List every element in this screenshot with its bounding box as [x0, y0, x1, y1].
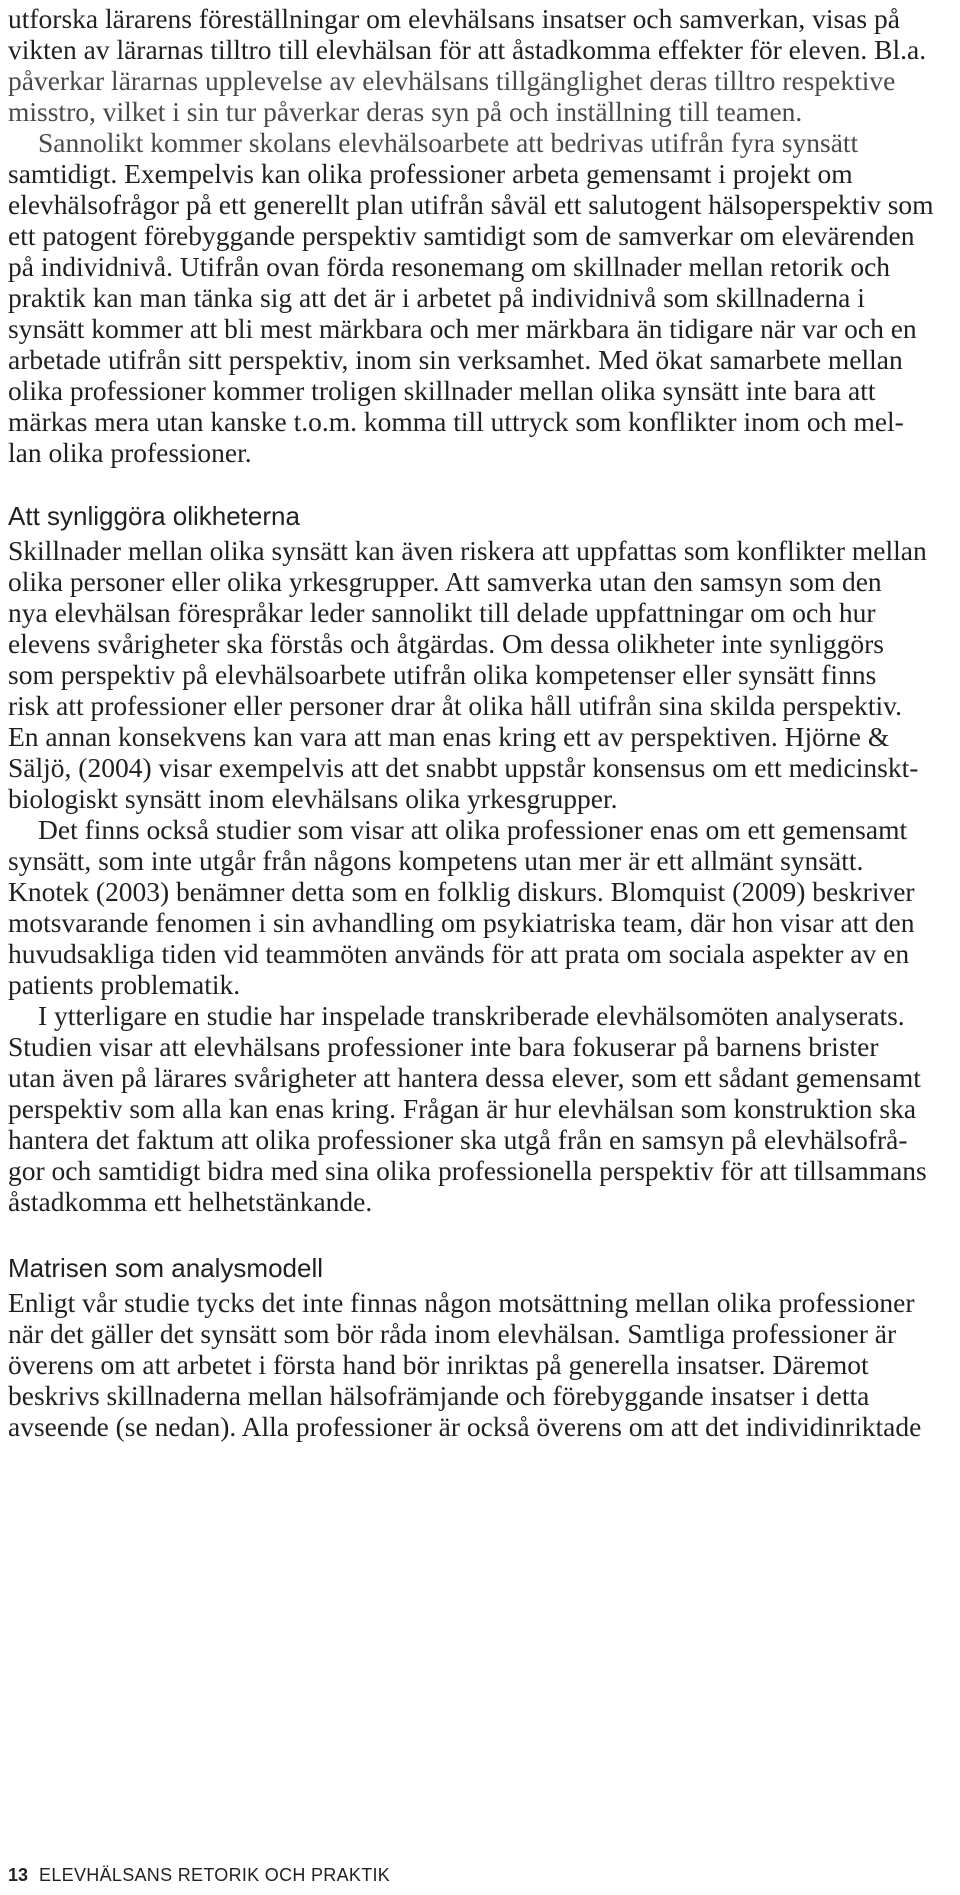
text-line: Säljö, (2004) visar exempelvis att det snabbt uppstår konsensus om ett medicinskt-	[8, 752, 919, 783]
text-line: vikten av lärarnas tilltro till elevhälsan för att åstadkomma effekter för eleven. Bl.a.	[8, 34, 927, 65]
section-heading: Matrisen som analysmodell	[8, 1253, 324, 1283]
text-line: synsätt, som inte utgår från någons kompetens utan mer är ett allmänt synsätt.	[8, 845, 864, 876]
running-title: ELEVHÄLSANS RETORIK OCH PRAKTIK	[39, 1865, 391, 1885]
text-line: Skillnader mellan olika synsätt kan även riskera att uppfattas som konflikter mellan	[8, 535, 927, 566]
section-heading: Att synliggöra olikheterna	[8, 501, 300, 531]
text-line: elevens svårigheter ska förstås och åtgärdas. Om dessa olikheter inte synliggörs	[8, 628, 884, 659]
text-line: överens om att arbetet i första hand bör inriktas på generella insatser. Däremot	[8, 1349, 869, 1380]
text-line: på individnivå. Utifrån ovan förda resonemang om skillnader mellan retorik och	[8, 251, 891, 282]
text-line: Enligt vår studie tycks det inte finnas någon motsättning mellan olika professioner	[8, 1287, 915, 1318]
text-line: huvudsakliga tiden vid teammöten används för att prata om sociala aspekter av en	[8, 938, 910, 969]
text-line: biologiskt synsätt inom elevhälsans olika yrkesgrupper.	[8, 783, 618, 814]
text-line: hantera det faktum att olika professioner ska utgå från en samsyn på elevhälsofrå-	[8, 1124, 908, 1155]
text-line: patients problematik.	[8, 969, 241, 1000]
text-line: misstro, vilket i sin tur påverkar deras syn på och inställning till teamen.	[8, 96, 803, 127]
text-line: olika professioner kommer troligen skillnader mellan olika synsätt inte bara att	[8, 375, 876, 406]
text-line: praktik kan man tänka sig att det är i arbetet på individnivå som skillnaderna i	[8, 282, 865, 313]
text-line: gor och samtidigt bidra med sina olika professionella perspektiv för att tillsammans	[8, 1155, 927, 1186]
text-line: En annan konsekvens kan vara att man enas kring ett av perspektiven. Hjörne &	[8, 721, 890, 752]
text-line: ett patogent förebyggande perspektiv samtidigt som de samverkar om elevärenden	[8, 220, 915, 251]
page-footer	[8, 1864, 390, 1886]
text-line: när det gäller det synsätt som bör råda inom elevhälsan. Samtliga professioner är	[8, 1318, 897, 1349]
page-number: 13	[8, 1865, 29, 1885]
text-line: elevhälsofrågor på ett generellt plan utifrån såväl ett salutogent hälsoperspektiv som	[8, 189, 934, 220]
text-line: beskrivs skillnaderna mellan hälsofrämjande och förebyggande insatser i detta	[8, 1380, 870, 1411]
text-line: nya elevhälsan förespråkar leder sannolikt till delade uppfattningar om och hur	[8, 597, 876, 628]
text-line: samtidigt. Exempelvis kan olika professioner arbeta gemensamt i projekt om	[8, 158, 853, 189]
text-line: utan även på lärares svårigheter att hantera dessa elever, som ett sådant gemensamt	[8, 1062, 921, 1093]
text-line: som perspektiv på elevhälsoarbete utifrån olika kompetenser eller synsätt finns	[8, 659, 877, 690]
text-line: I ytterligare en studie har inspelade transkriberade elevhälsomöten analyserats.	[38, 1000, 905, 1031]
text-line: märkas mera utan kanske t.o.m. komma till uttryck som konflikter inom och mel-	[8, 406, 904, 437]
text-line: risk att professioner eller personer drar åt olika håll utifrån sina skilda perspektiv.	[8, 690, 902, 721]
text-line: avseende (se nedan). Alla professioner är också överens om att det individinriktade	[8, 1411, 922, 1442]
text-line: påverkar lärarnas upplevelse av elevhälsans tillgänglighet deras tilltro respektive	[8, 65, 896, 96]
text-line: Det finns också studier som visar att olika professioner enas om ett gemensamt	[38, 814, 908, 845]
text-line: perspektiv som alla kan enas kring. Frågan är hur elevhälsan som konstruktion ska	[8, 1093, 917, 1124]
text-line: motsvarande fenomen i sin avhandling om psykiatriska team, där hon visar att den	[8, 907, 915, 938]
text-line: olika personer eller olika yrkesgrupper. Att samverka utan den samsyn som den	[8, 566, 882, 597]
text-line: arbetade utifrån sitt perspektiv, inom sin verksamhet. Med ökat samarbete mellan	[8, 344, 903, 375]
text-line: lan olika professioner.	[8, 437, 252, 468]
text-line: åstadkomma ett helhetstänkande.	[8, 1186, 373, 1217]
text-line: Studien visar att elevhälsans professioner inte bara fokuserar på barnens brister	[8, 1031, 879, 1062]
text-line: Knotek (2003) benämner detta som en folklig diskurs. Blomquist (2009) beskriver	[8, 876, 915, 907]
text-line: synsätt kommer att bli mest märkbara och mer märkbara än tidigare när var och en	[8, 313, 917, 344]
text-line: Sannolikt kommer skolans elevhälsoarbete att bedrivas utifrån fyra synsätt	[38, 127, 859, 158]
text-line: utforska lärarens föreställningar om elevhälsans insatser och samverkan, visas på	[8, 3, 900, 34]
